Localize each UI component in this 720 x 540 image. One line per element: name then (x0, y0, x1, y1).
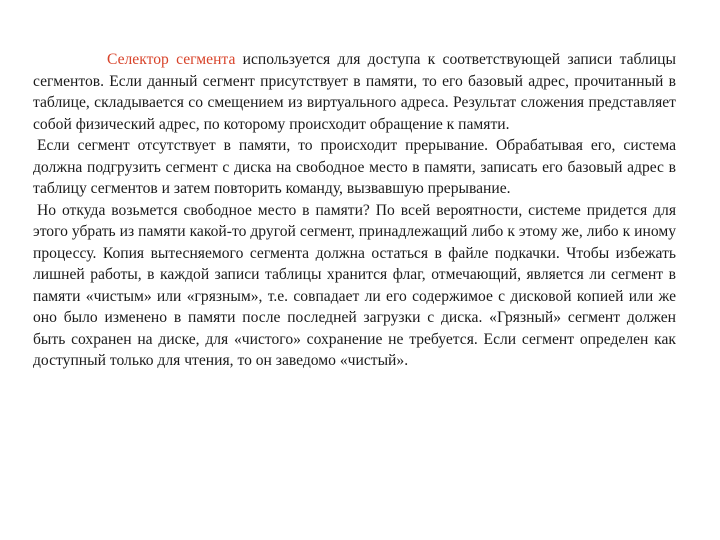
paragraph-segment-selector (33, 49, 676, 135)
document-body (33, 49, 676, 372)
term-segment-selector: Селектор сегмента (107, 51, 236, 68)
paragraph-1-text: используется для доступа к соответствующей записи таблицы сегментов. Если данный сегмент присутствует в памяти, то его базовый адрес, прочитанный в таблице, складывается со смещением из виртуального адреса. Результат сложения представляет собой физический адрес, по которому происходит обращение к памяти. (33, 51, 676, 133)
paragraph-interrupt: Если сегмент отсутствует в памяти, то происходит прерывание. Обрабатывая его, система должна подгрузить сегмент с диска на свободное место в памяти, записать его базовый адрес в таблицу сегментов и затем повторить команду, вызвавшую прерывание. (33, 137, 676, 197)
paragraph-free-space: Но откуда возьмется свободное место в памяти? По всей вероятности, системе придется для этого убрать из памяти какой-то другой сегмент, принадлежащий либо к этому же, либо к иному процессу. Копия вытесняемого сегмента должна остаться в файле подкачки. Чтобы избежать лишней работы, в каждой записи таблицы хранится флаг, отмечающий, является ли сегмент в памяти «чистым» или «грязным», т.е. совпадает ли его содержимое с дисковой копией или же оно было изменено в памяти после последней загрузки с диска. «Грязный» сегмент должен быть сохранен на диске, для «чистого» сохранение не требуется. Если сегмент определен как доступный только для чтения, то он заведомо «чистый». (33, 201, 676, 369)
